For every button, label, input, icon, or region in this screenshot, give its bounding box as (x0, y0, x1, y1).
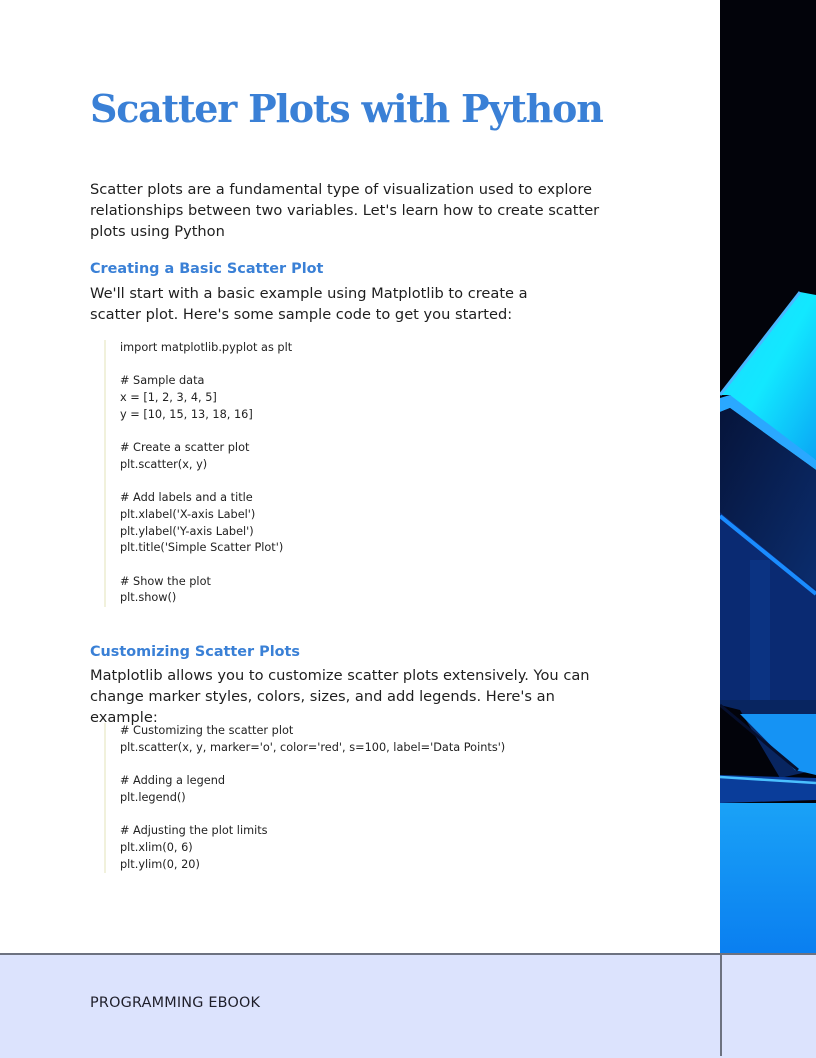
section-heading-basic: Creating a Basic Scatter Plot (90, 261, 324, 277)
prism-illustration-icon (720, 0, 816, 953)
code-line (120, 756, 505, 773)
intro-paragraph: Scatter plots are a fundamental type of visualization used to explore relationships between two variables. Let's learn how to create scatter plots using Python (90, 181, 600, 240)
code-line: plt.xlabel('X-axis Label') (120, 507, 256, 521)
code-line (120, 557, 292, 574)
code-line: # Adjusting the plot limits (120, 824, 268, 838)
code-line: plt.ylim(0, 20) (120, 857, 200, 871)
code-line: plt.ylabel('Y-axis Label') (120, 524, 254, 538)
code-line: x = [1, 2, 3, 4, 5] (120, 391, 217, 405)
code-line: plt.legend() (120, 790, 186, 804)
section-body-basic: We'll start with a basic example using Matplotlib to create a scatter plot. Here's some sample code to get you started: (90, 285, 528, 323)
section-body-customizing: Matplotlib allows you to customize scatter plots extensively. You can change marker styles, colors, sizes, and add legends. Here's an example: (90, 667, 590, 726)
page-title: Scatter Plots with Python (90, 86, 603, 131)
code-line (120, 474, 292, 491)
code-line: # Adding a legend (120, 774, 226, 788)
code-line: plt.xlim(0, 6) (120, 840, 193, 854)
footer-divider (720, 953, 722, 1056)
code-line (120, 806, 505, 823)
code-line: plt.scatter(x, y, marker='o', color='red', s=100, label='Data Points') (120, 740, 506, 754)
code-line: # Add labels and a title (120, 491, 253, 505)
code-block-customizing (104, 723, 505, 873)
footer-label: PROGRAMMING EBOOK (90, 995, 261, 1011)
code-line: # Show the plot (120, 574, 211, 588)
section-heading-customizing: Customizing Scatter Plots (90, 644, 300, 660)
code-line: # Sample data (120, 374, 205, 388)
code-line: plt.scatter(x, y) (120, 457, 208, 471)
code-line (120, 357, 292, 374)
code-line: # Create a scatter plot (120, 441, 250, 455)
code-line: plt.title('Simple Scatter Plot') (120, 541, 284, 555)
code-line: plt.show() (120, 591, 177, 605)
code-line (120, 423, 292, 440)
code-block-basic (104, 340, 292, 607)
code-line: # Customizing the scatter plot (120, 724, 294, 737)
decorative-prism-image (720, 0, 816, 953)
code-line: import matplotlib.pyplot as plt (120, 341, 293, 354)
code-line: y = [10, 15, 13, 18, 16] (120, 407, 253, 421)
